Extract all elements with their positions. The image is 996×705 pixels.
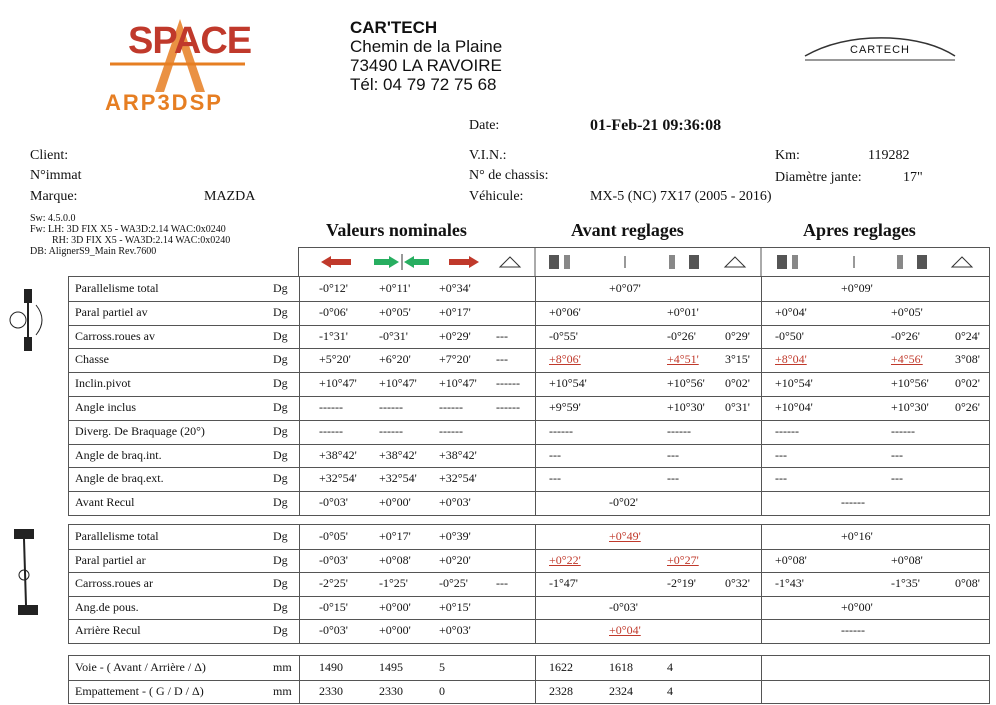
row-label: Arrière Recul	[75, 623, 141, 638]
nominal-value: 1495	[379, 660, 403, 674]
nominal-value: +7°20'	[439, 352, 471, 367]
row-label: Inclin.pivot	[75, 376, 131, 391]
before-value: +10°54'	[549, 376, 587, 391]
after-value: +8°04'	[775, 352, 807, 367]
nominal-value: -1°31'	[319, 328, 348, 343]
before-value: 2328	[549, 683, 573, 698]
company-phone: Tél: 04 79 72 75 68	[350, 75, 497, 94]
nominal-value: +38°42'	[319, 447, 357, 462]
after-value: ---	[775, 471, 787, 486]
before-value: -0°26'	[667, 328, 696, 343]
nominal-value: -0°06'	[319, 304, 348, 319]
header-before: Avant reglages	[571, 220, 684, 240]
after-value: +0°08'	[891, 552, 923, 567]
db-version: DB: AlignerS9_Main Rev.7600	[30, 246, 157, 257]
nominal-value: -0°12'	[319, 281, 348, 295]
nominal-value: ------	[496, 400, 520, 414]
delta-icon	[500, 257, 520, 267]
after-value: +0°04'	[775, 304, 807, 319]
nominal-value: ------	[379, 400, 403, 414]
row-unit: Dg	[273, 576, 288, 591]
logo-subtitle: ARP3DSP	[105, 90, 223, 115]
after-value: 0°26'	[955, 400, 980, 414]
before-value: 0°29'	[725, 328, 750, 343]
nominal-value: +32°54'	[319, 471, 357, 486]
before-value: 0°31'	[725, 400, 750, 414]
before-value: +10°56'	[667, 376, 705, 391]
row-label: Parallelisme total	[75, 529, 159, 543]
nominal-value: -0°15'	[319, 599, 348, 614]
row-unit: Dg	[273, 471, 288, 486]
before-value: -0°55'	[549, 328, 578, 343]
row-label: Carross.roues ar	[75, 576, 153, 591]
after-value: -1°35'	[891, 576, 920, 591]
before-value: ---	[667, 447, 679, 462]
before-value: -0°03'	[609, 599, 638, 614]
nominal-value: -0°25'	[439, 576, 468, 591]
nominal-value: -0°03'	[319, 552, 348, 567]
row-label: Angle de braq.ext.	[75, 471, 164, 486]
nominal-value: +0°29'	[439, 328, 471, 343]
nominal-value: ---	[496, 328, 508, 343]
nominal-value: ------	[496, 376, 520, 391]
cartech-logo	[800, 28, 960, 68]
nominal-value: +0°17'	[379, 529, 411, 543]
before-value: ---	[549, 471, 561, 486]
jante-label: Diamètre jante:	[775, 170, 862, 185]
row-unit: Dg	[273, 552, 288, 567]
max-arrow-icon	[449, 256, 479, 268]
rear-axle-table	[68, 524, 990, 644]
nominal-arrows-icon	[374, 254, 429, 270]
row-label: Angle de braq.int.	[75, 447, 162, 462]
nominal-value: +0°00'	[379, 623, 411, 638]
km-label: Km:	[775, 148, 800, 163]
versions	[30, 213, 230, 257]
before-value: +0°22'	[549, 552, 581, 567]
after-value: -1°43'	[775, 576, 804, 591]
after-value: +0°08'	[775, 552, 807, 567]
before-value: -0°02'	[609, 495, 638, 510]
row-unit: Dg	[273, 423, 288, 438]
before-value: 1622	[549, 660, 573, 674]
fw-version-lh: Fw: LH: 3D FIX X5 - WA3D:2.14 WAC:0x0240	[30, 224, 226, 235]
row-label: Ang.de pous.	[75, 599, 139, 614]
before-value: -2°19'	[667, 576, 696, 591]
row-unit: Dg	[273, 281, 288, 295]
row-unit: Dg	[273, 623, 288, 638]
before-value: ---	[549, 447, 561, 462]
before-value: ---	[667, 471, 679, 486]
before-value: 2324	[609, 683, 633, 698]
right-wheel-icon	[669, 255, 699, 269]
row-label: Paral partiel av	[75, 304, 148, 319]
nominal-value: +32°54'	[439, 471, 477, 486]
client-label: Client:	[30, 148, 69, 163]
before-value: +0°01'	[667, 304, 699, 319]
before-value: 0°02'	[725, 376, 750, 391]
after-value: ------	[775, 423, 799, 438]
company-name: CAR'TECH	[350, 18, 438, 37]
nominal-value: 0	[439, 683, 445, 698]
row-label: Paral partiel ar	[75, 552, 146, 567]
after-value: 0°02'	[955, 376, 980, 391]
legend-icons	[299, 248, 989, 276]
delta-icon-3	[952, 257, 972, 267]
before-value: 1618	[609, 660, 633, 674]
immat-label: N°immat	[30, 168, 82, 183]
row-label: Parallelisme total	[75, 281, 159, 295]
nominal-value: +38°42'	[439, 447, 477, 462]
nominal-value: +10°47'	[379, 376, 417, 391]
company-block	[350, 18, 502, 94]
nominal-value: +38°42'	[379, 447, 417, 462]
left-wheel-icon	[549, 255, 570, 269]
before-value: +0°27'	[667, 552, 699, 567]
nominal-value: +0°15'	[439, 599, 471, 614]
before-value: +0°04'	[609, 623, 641, 638]
nominal-value: +0°39'	[439, 529, 471, 543]
row-unit: Dg	[273, 447, 288, 462]
after-value: ------	[891, 423, 915, 438]
nominal-value: ------	[379, 423, 403, 438]
nominal-value: ------	[319, 423, 343, 438]
row-unit: Dg	[273, 529, 288, 543]
before-value: +8°06'	[549, 352, 581, 367]
row-label: Chasse	[75, 352, 109, 367]
row-unit: mm	[273, 683, 292, 698]
after-value: ---	[891, 471, 903, 486]
icon-row	[298, 247, 990, 277]
row-unit: Dg	[273, 400, 288, 414]
nominal-value: ------	[439, 400, 463, 414]
company-address2: 73490 LA RAVOIRE	[350, 56, 502, 75]
after-value: +10°56'	[891, 376, 929, 391]
vehicule-label: Véhicule:	[469, 189, 524, 204]
nominal-value: +6°20'	[379, 352, 411, 367]
nominal-value: 2330	[379, 683, 403, 698]
before-value: +9°59'	[549, 400, 581, 414]
left-wheel-icon-2	[777, 255, 798, 269]
nominal-value: +0°00'	[379, 495, 411, 510]
before-value: -1°47'	[549, 576, 578, 591]
after-value: -0°50'	[775, 328, 804, 343]
cartech-logo-text: CARTECH	[850, 44, 910, 56]
nominal-value: +0°20'	[439, 552, 471, 567]
nominal-value: ---	[496, 576, 508, 591]
before-value: +0°07'	[609, 281, 641, 295]
nominal-value: +10°47'	[439, 376, 477, 391]
sw-version: Sw: 4.5.0.0	[30, 213, 76, 224]
nominal-value: +0°05'	[379, 304, 411, 319]
row-label: Voie - ( Avant / Arrière / Δ)	[75, 660, 206, 674]
nominal-value: +0°08'	[379, 552, 411, 567]
nominal-value: +10°47'	[319, 376, 357, 391]
nominal-value: +5°20'	[319, 352, 351, 367]
nominal-value: +0°03'	[439, 495, 471, 510]
after-value: +10°30'	[891, 400, 929, 414]
delta-icon-2	[725, 257, 745, 267]
front-axle-table	[68, 276, 990, 516]
front-axle-icon	[4, 285, 52, 355]
row-unit: Dg	[273, 599, 288, 614]
after-value: +10°54'	[775, 376, 813, 391]
nominal-value: ------	[439, 423, 463, 438]
after-value: +0°09'	[841, 281, 873, 295]
before-value: 4	[667, 683, 673, 698]
logo-brand: SPACE	[128, 20, 252, 62]
row-label: Empattement - ( G / D / Δ)	[75, 683, 204, 698]
km-value: 119282	[868, 148, 910, 163]
row-label: Diverg. De Braquage (20°)	[75, 423, 205, 438]
rear-axle-icon	[4, 525, 52, 620]
nominal-value: -1°25'	[379, 576, 408, 591]
after-value: +0°00'	[841, 599, 873, 614]
vehicule-value: MX-5 (NC) 7X17 (2005 - 2016)	[590, 189, 772, 204]
row-unit: Dg	[273, 352, 288, 367]
after-value: ---	[891, 447, 903, 462]
dimensions-table	[68, 655, 990, 704]
nominal-value: +0°34'	[439, 281, 471, 295]
row-unit: Dg	[273, 328, 288, 343]
row-label: Carross.roues av	[75, 328, 155, 343]
row-unit: mm	[273, 660, 292, 674]
before-value: +4°51'	[667, 352, 699, 367]
jante-value: 17"	[903, 170, 923, 185]
nominal-value: +0°00'	[379, 599, 411, 614]
after-value: +0°16'	[841, 529, 873, 543]
after-value: +10°04'	[775, 400, 813, 414]
right-wheel-icon-2	[897, 255, 927, 269]
before-value: ------	[667, 423, 691, 438]
date-label: Date:	[469, 118, 500, 133]
after-value: ---	[775, 447, 787, 462]
marque-label: Marque:	[30, 189, 78, 204]
nominal-value: +32°54'	[379, 471, 417, 486]
row-label: Angle inclus	[75, 400, 136, 414]
nominal-value: -0°03'	[319, 495, 348, 510]
nominal-value: +0°11'	[379, 281, 411, 295]
nominal-value: +0°17'	[439, 304, 471, 319]
row-unit: Dg	[273, 495, 288, 510]
after-value: +4°56'	[891, 352, 923, 367]
nominal-value: 2330	[319, 683, 343, 698]
before-value: 0°32'	[725, 576, 750, 591]
after-value: 0°24'	[955, 328, 980, 343]
date-value: 01-Feb-21 09:36:08	[590, 117, 722, 134]
after-value: +0°05'	[891, 304, 923, 319]
nominal-value: 1490	[319, 660, 343, 674]
before-value: +0°49'	[609, 529, 641, 543]
nominal-value: +0°03'	[439, 623, 471, 638]
chassis-label: N° de chassis:	[469, 168, 549, 183]
nominal-value: -0°31'	[379, 328, 408, 343]
after-value: ------	[841, 623, 865, 638]
row-label: Avant Recul	[75, 495, 135, 510]
row-unit: Dg	[273, 376, 288, 391]
nominal-value: -0°05'	[319, 529, 348, 543]
nominal-value: 5	[439, 660, 445, 674]
company-address1: Chemin de la Plaine	[350, 37, 503, 56]
header-nominal: Valeurs nominales	[326, 220, 467, 240]
after-value: 3°08'	[955, 352, 980, 367]
marque-value: MAZDA	[204, 189, 256, 204]
nominal-value: ---	[496, 352, 508, 367]
before-value: ------	[549, 423, 573, 438]
after-value: 0°08'	[955, 576, 980, 591]
before-value: +10°30'	[667, 400, 705, 414]
after-value: -0°26'	[891, 328, 920, 343]
min-arrow-icon	[321, 256, 351, 268]
row-unit: Dg	[273, 304, 288, 319]
after-value: ------	[841, 495, 865, 510]
before-value: 3°15'	[725, 352, 750, 367]
before-value: 4	[667, 660, 673, 674]
nominal-value: ------	[319, 400, 343, 414]
nominal-value: -2°25'	[319, 576, 348, 591]
nominal-value: -0°03'	[319, 623, 348, 638]
fw-version-rh: RH: 3D FIX X5 - WA3D:2.14 WAC:0x0240	[52, 235, 231, 246]
header-after: Apres reglages	[803, 220, 916, 240]
vin-label: V.I.N.:	[469, 148, 507, 163]
before-value: +0°06'	[549, 304, 581, 319]
